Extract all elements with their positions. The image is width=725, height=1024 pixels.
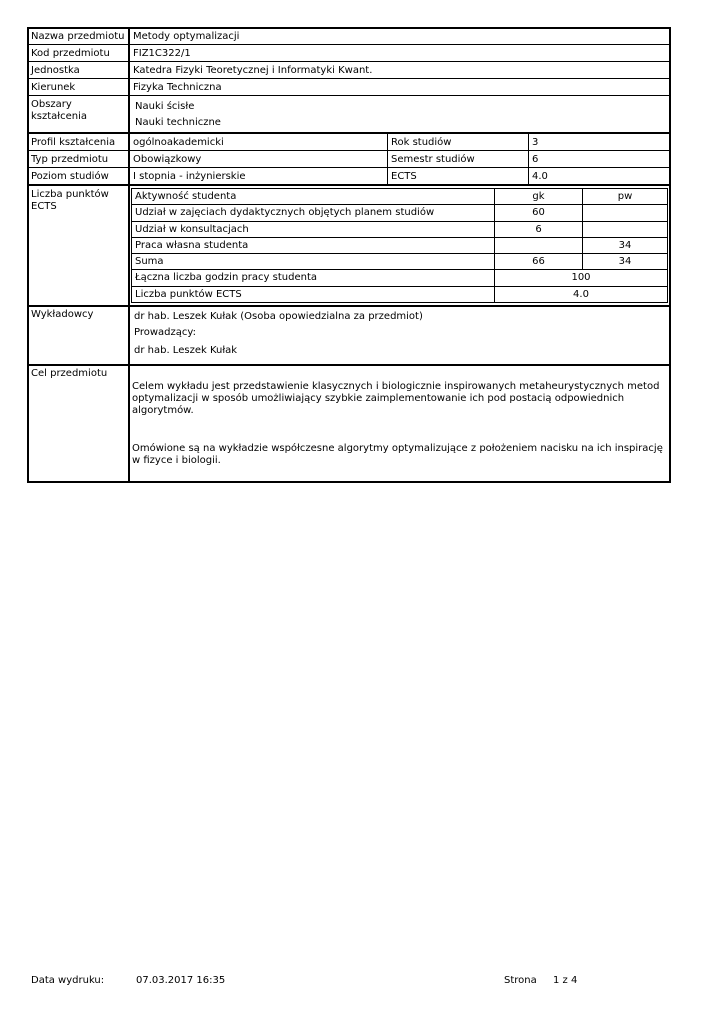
table-rule [131,237,668,238]
year-value: 3 [532,137,539,148]
print-date-value: 07.03.2017 16:35 [136,975,226,986]
page-number: 1 z 4 [553,975,578,986]
table-row-gk: 66 [532,256,545,267]
print-date-label: Data wydruku: [31,975,105,986]
row-divider [28,150,670,151]
profile-label: Profil kształcenia [31,137,116,148]
type-value: Obowiązkowy [133,154,202,165]
unit-label: Jednostka [31,65,80,76]
area-item: Nauki techniczne [135,117,221,128]
row-divider [28,95,670,96]
area-item: Nauki ścisłe [135,101,195,112]
semester-label: Semestr studiów [391,154,475,165]
table-rule [131,269,668,270]
level-label: Poziom studiów [31,171,109,182]
instructors-heading: Prowadzący: [134,327,196,338]
table-rule [667,188,668,303]
page-label: Strona [504,975,537,986]
table-row-label: Praca własna studenta [135,240,249,251]
goal-paragraph: Omówione są na wykładzie współczesne algorytmy optymalizujące z położeniem nacisku na ich inspirację w fizyce i biologii. [132,443,663,466]
subject-name-label: Nazwa przedmiotu [31,31,125,42]
year-label: Rok studiów [391,137,452,148]
goal-paragraph: Celem wykładu jest przedstawienie klasycznych i biologicznie inspirowanych metaheurystycznych metod optymalizacji w sposób umożliwiający szybkie zaimplementowanie ich pod postacią odpowiednich algorytmów. [132,381,660,416]
subject-code-value: FIZ1C322/1 [133,48,191,59]
total-hours-value: 100 [571,272,591,283]
ects-label: ECTS [391,171,417,182]
row-divider [28,167,670,168]
table-rule [131,204,668,205]
total-hours-label: Łączna liczba godzin pracy studenta [135,272,317,283]
table-row-gk: 60 [532,207,545,218]
areas-label: Obszary [31,99,72,110]
subject-name-value: Metody optymalizacji [133,31,240,42]
ects-section-label: ECTS [31,201,57,212]
field-value: Fizyka Techniczna [133,82,222,93]
table-rule [131,302,668,303]
row-divider [28,364,670,366]
row-divider [28,184,670,186]
row-divider [28,132,670,134]
ects-section-label: Liczba punktów [31,189,109,200]
semester-value: 6 [532,154,539,165]
instructor-name: dr hab. Leszek Kułak [134,345,238,356]
profile-value: ogólnoakademicki [133,137,224,148]
table-row-label: Suma [135,256,164,267]
row-divider [28,78,670,79]
table-header-pw: pw [617,191,633,202]
field-label: Kierunek [31,82,76,93]
label-column-divider [128,28,130,482]
lecturers-label: Wykładowcy [31,309,94,320]
ects-points-value: 4.0 [573,289,589,300]
goal-label: Cel przedmiotu [31,368,108,379]
column-divider [528,133,529,184]
table-header-activity: Aktywność studenta [135,191,237,202]
column-divider [387,133,388,184]
table-row-label: Udział w zajęciach dydaktycznych objętych planem studiów [135,207,435,218]
areas-label: kształcenia [31,111,88,122]
level-value: I stopnia - inżynierskie [133,171,246,182]
table-rule [131,188,668,189]
unit-value: Katedra Fizyki Teoretycznej i Informatyki Kwant. [133,65,373,76]
table-row-pw: 34 [618,240,632,251]
lecturer-responsible: dr hab. Leszek Kułak (Osoba opowiedzialna za przedmiot) [134,311,423,322]
row-divider [28,61,670,62]
ects-points-label: Liczba punktów ECTS [135,289,242,300]
row-divider [28,305,670,307]
table-row-label: Udział w konsultacjach [135,224,249,235]
table-rule [131,253,668,254]
table-rule [131,286,668,287]
subject-code-label: Kod przedmiotu [31,48,110,59]
type-label: Typ przedmiotu [31,154,109,165]
ects-value: 4.0 [532,171,548,182]
table-rule [131,188,132,303]
table-row-gk: 6 [535,224,542,235]
row-divider [28,44,670,45]
table-rule [494,188,495,303]
table-header-gk: gk [532,191,545,202]
table-rule [131,221,668,222]
table-row-pw: 34 [618,256,632,267]
